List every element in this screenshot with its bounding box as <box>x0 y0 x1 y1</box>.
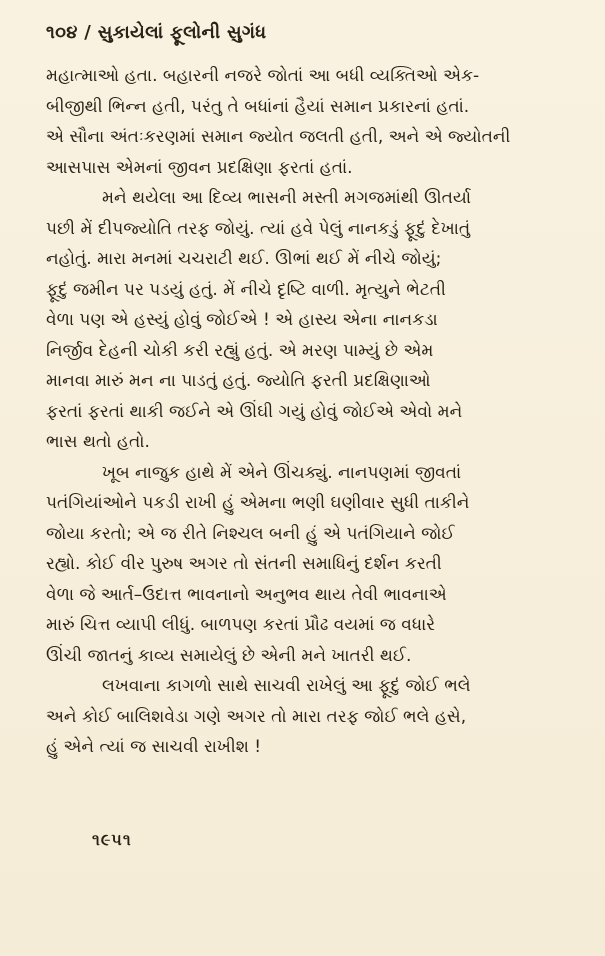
running-header <box>46 22 559 43</box>
text-line: વેળા જે આર્ત–ઉદાત્ત ભાવનાનો અનુભવ થાય તેવી ભાવનાએ <box>46 584 447 605</box>
text-line: મારું ચિત્ત વ્યાપી લીધું. બાળપણ કરતાં પ્રૌઢ વયમાં જ વધારે <box>46 615 436 635</box>
paragraph <box>46 671 559 763</box>
text-line: નિર્જીવ દેહની ચોકી કરી રહ્યું હતું. એ મરણ પામ્યું છે એમ <box>46 340 434 361</box>
paragraph <box>46 458 559 672</box>
text-line: આસપાસ એમનાં જીવન પ્રદક્ષિણા ફરતાં હતાં. <box>46 157 353 178</box>
paragraph <box>46 183 559 458</box>
body-text <box>46 61 559 763</box>
text-line: ફરતાં ફરતાં થાકી જઈને એ ઊંઘી ગયું હોવું જોઈએ એવો મને <box>46 401 463 422</box>
page-footer-number: ૧૯૫૧ <box>92 830 132 849</box>
text-line: અને કોઈ બાલિશવેડા ગણે અગર તો મારા તરફ જોઈ ભલે હસે, <box>46 706 467 727</box>
header-page-number: ૧૦૪ <box>46 22 78 43</box>
text-line: ફૂદું જમીન પર પડયું હતું. મેં નીચે દૃષ્ટિ વાળી. મૃત્યુને ભેટતી <box>46 279 446 300</box>
text-line: રહ્યો. કોઈ વીર પુરુષ અગર તો સંતની સમાધિનું દર્શન કરતી <box>46 554 442 574</box>
text-line: પછી મેં દીપજ્યોતિ તરફ જોયું. ત્યાં હવે પેલું નાનકડું ફૂદું દેખાતું <box>46 218 471 239</box>
header-separator: / <box>84 22 92 43</box>
header-book-title: સુકાયેલાં ફૂલોની સુગંધ <box>97 22 267 43</box>
text-line: ખૂબ નાજુક હાથે મેં એને ઊંચક્યું. નાનપણમાં જીવતાં <box>102 462 462 483</box>
text-line: ભાસ થતો હતો. <box>46 432 150 452</box>
paragraph <box>46 61 559 183</box>
text-line: મહાત્માઓ હતા. બહારની નજરે જોતાં આ બધી વ્યક્તિઓ એક- <box>46 66 480 86</box>
text-line: બીજીથી ભિન્ન હતી, પરંતુ તે બધાંનાં હૈયાં સમાન પ્રકારનાં હતાં. <box>46 96 470 117</box>
text-line: પતંગિયાંઓને પકડી રાખી હું એમના ભણી ઘણીવાર સુધી તાકીને <box>46 493 470 513</box>
text-line: હું એને ત્યાં જ સાચવી રાખીશ ! <box>46 737 262 757</box>
text-line: વેળા પણ એ હસ્યું હોવું જોઈએ ! એ હાસ્ય એના નાનકડા <box>46 310 438 330</box>
text-line: જોયા કરતો; એ જ રીતે નિશ્ચલ બની હું એ પતંગિયાને જોઈ <box>46 523 455 544</box>
text-line: નહોતું. મારા મનમાં ચચરાટી થઈ. ઊભાં થઈ મેં નીચે જોયું; <box>46 249 442 269</box>
text-line: ઊંચી જાતનું કાવ્ય સમાયેલું છે એની મને ખાતરી થઈ. <box>46 645 412 666</box>
text-line: મને થયેલા આ દિવ્ય ભાસની મસ્તી મગજમાંથી ઊતર્યા <box>102 188 472 208</box>
text-line: એ સૌના અંતઃકરણમાં સમાન જ્યોત જલતી હતી, અને એ જ્યોતની <box>46 127 511 147</box>
text-line: માનવા મારું મન ના પાડતું હતું. જ્યોતિ ફરતી પ્રદક્ષિણાઓ <box>46 371 431 391</box>
text-line: લખવાના કાગળો સાથે સાચવી રાખેલું આ ફૂદું જોઈ ભલે <box>102 676 471 696</box>
